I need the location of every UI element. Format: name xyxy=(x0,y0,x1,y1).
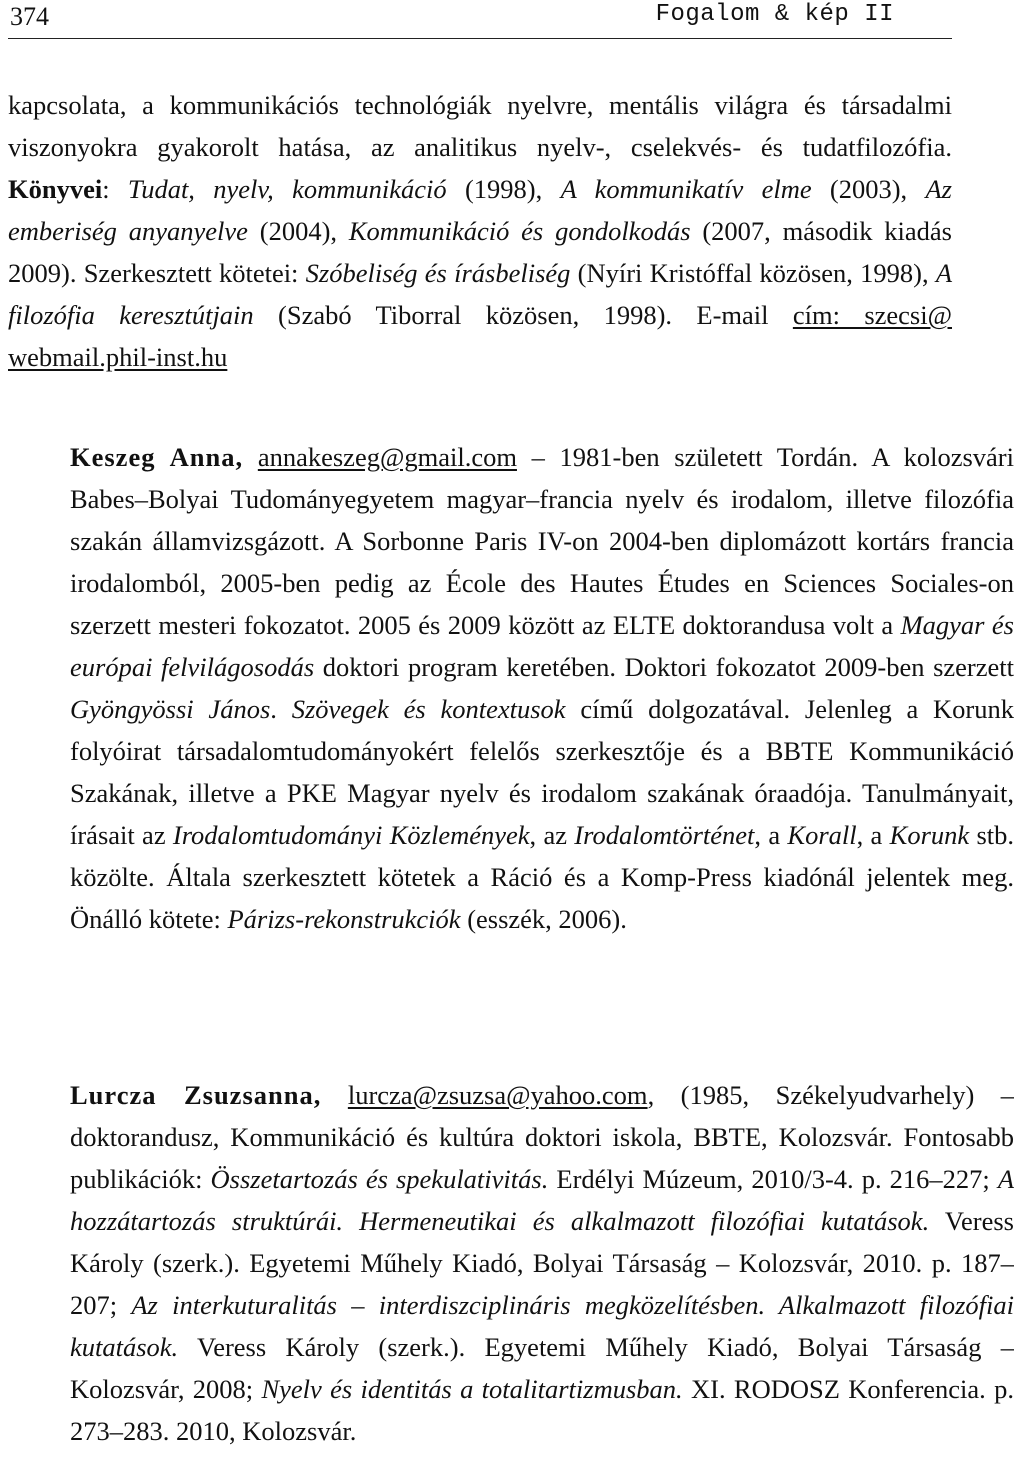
page-header xyxy=(8,0,952,39)
publication-title: Összetartozás és spekulativitás. xyxy=(210,1164,549,1194)
bio-text: kapcsolata, a kommunikációs technológiák nyelvre, mentális világra és társadalmi viszonyokra gyakorolt hatása, az analitikus nyelv-, cselekvés- és tudatfilozófia. xyxy=(8,90,952,162)
email-link[interactable]: lurcza@zsuzsa@yahoo.com xyxy=(347,1080,648,1110)
bio-text: (Szabó Tiborral közösen, 1998). E-mail xyxy=(253,300,793,330)
bio-text: stb. közölte. Általa szerkesztett kötetek a Ráció és a Komp-Press kiadónál jelentek meg. Önálló kötete: xyxy=(70,820,1014,934)
bio-text: Erdélyi Múzeum, 2010/3-4. p. 216–227; xyxy=(548,1164,998,1194)
bio-text: doktori program keretében. Doktori fokozatot 2009-ben szerzett xyxy=(314,652,1014,682)
book-title: Párizs-rekonstrukciók xyxy=(227,904,461,934)
bio-text: (esszék, 2006). xyxy=(460,904,627,934)
bio-text: XI. RODOSZ Konferencia. p. 273–283. 2010, Kolozsvár. xyxy=(70,1374,1014,1446)
books-label: Könyvei xyxy=(8,174,103,204)
book-title: A filozófia keresztútjain xyxy=(8,258,953,330)
email-link[interactable]: cím: szecsi@ webmail.phil-inst.hu xyxy=(8,300,952,372)
bio-text: (Nyíri Kristóffal közösen, 1998), xyxy=(570,258,936,288)
email-link[interactable]: annakeszeg@gmail.com xyxy=(257,442,517,472)
publication-title: Nyelv és identitás a totalitartizmusban. xyxy=(261,1374,683,1404)
program-title: Magyar és európai felvilágosodás xyxy=(70,610,1014,682)
bio-text: (2004), xyxy=(247,216,349,246)
bio-text: Veress Károly (szerk.). Egyetemi Műhely Kiadó, Bolyai Társaság – Kolozsvár, 2010. p. 187–207; xyxy=(70,1206,1014,1320)
bio-text: , az xyxy=(529,820,575,850)
running-title: Fogalom & kép II xyxy=(655,1,894,28)
bio-text: . xyxy=(270,694,292,724)
bio-text: , (1985, Székelyudvarhely) – doktorandusz, Kommunikáció és kultúra doktori iskola, BBTE, Kolozsvár. Fontosabb publikációk: xyxy=(70,1080,1014,1194)
bio-text: (1998), xyxy=(446,174,561,204)
book-title: A kommunikatív elme xyxy=(560,174,812,204)
author-name: Keszeg Anna, xyxy=(70,442,244,472)
bio-text: című dolgozatával. Jelenleg a Korunk folyóirat társadalomtudományokért felelős szerkesztője és a BBTE Kommunikáció Szakának, illetve a PKE Magyar nyelv és irodalom szakának óraadója. Tanulmányait, írásait az xyxy=(70,694,1014,850)
journal-title: Irodalomtörténet xyxy=(574,820,755,850)
bio-text: (2007, második kiadás 2009). Szerkesztett kötetei: xyxy=(8,216,952,288)
bio-text: : xyxy=(102,174,128,204)
book-title: Kommunikáció és gondolkodás xyxy=(348,216,691,246)
bio-paragraph-szecsi-continuation xyxy=(8,84,952,378)
publication-title: Az interkuturalitás – interdiszciplináris megközelítésben. Alkalmazott filozófiai kutatások. xyxy=(70,1290,1014,1362)
bio-text: , a xyxy=(856,820,890,850)
thesis-title: Szövegek és kontextusok xyxy=(291,694,566,724)
publication-title: A hozzátartozás struktúrái. Hermeneutikai és alkalmazott filozófiai kutatások. xyxy=(70,1164,1014,1236)
bio-text: – 1981-ben született Tordán. A kolozsvári Babes–Bolyai Tudományegyetem magyar–francia nyelv és irodalom, illetve filozófia szakán államvizsgázott. A Sorbonne Paris IV-on 2004-ben diplomázott kortárs francia irodalomból, 2005-ben pedig az École des Hautes Études en Sciences Sociales-on szerzett mesteri fokozatot. 2005 és 2009 között az ELTE doktorandusa volt a xyxy=(70,442,1014,640)
bio-paragraph-keszeg xyxy=(8,436,1014,940)
bio-text: (2003), xyxy=(811,174,926,204)
person-name: Gyöngyössi János xyxy=(70,694,271,724)
journal-title: Korall xyxy=(787,820,857,850)
book-title: Szóbeliség és írásbeliség xyxy=(305,258,571,288)
page-number: 374 xyxy=(10,2,49,31)
journal-title: Irodalomtudományi Közlemények xyxy=(172,820,530,850)
book-title: Tudat, nyelv, kommunikáció xyxy=(127,174,447,204)
bio-paragraph-lurcza xyxy=(8,1074,1014,1452)
bio-text: Veress Károly (szerk.). Egyetemi Műhely Kiadó, Bolyai Társaság – Kolozsvár, 2008; xyxy=(70,1332,1014,1404)
book-title: Az emberiség anyanyelve xyxy=(8,174,952,246)
author-name: Lurcza Zsuzsanna, xyxy=(70,1080,322,1110)
bio-text: , a xyxy=(754,820,788,850)
journal-title: Korunk xyxy=(889,820,970,850)
